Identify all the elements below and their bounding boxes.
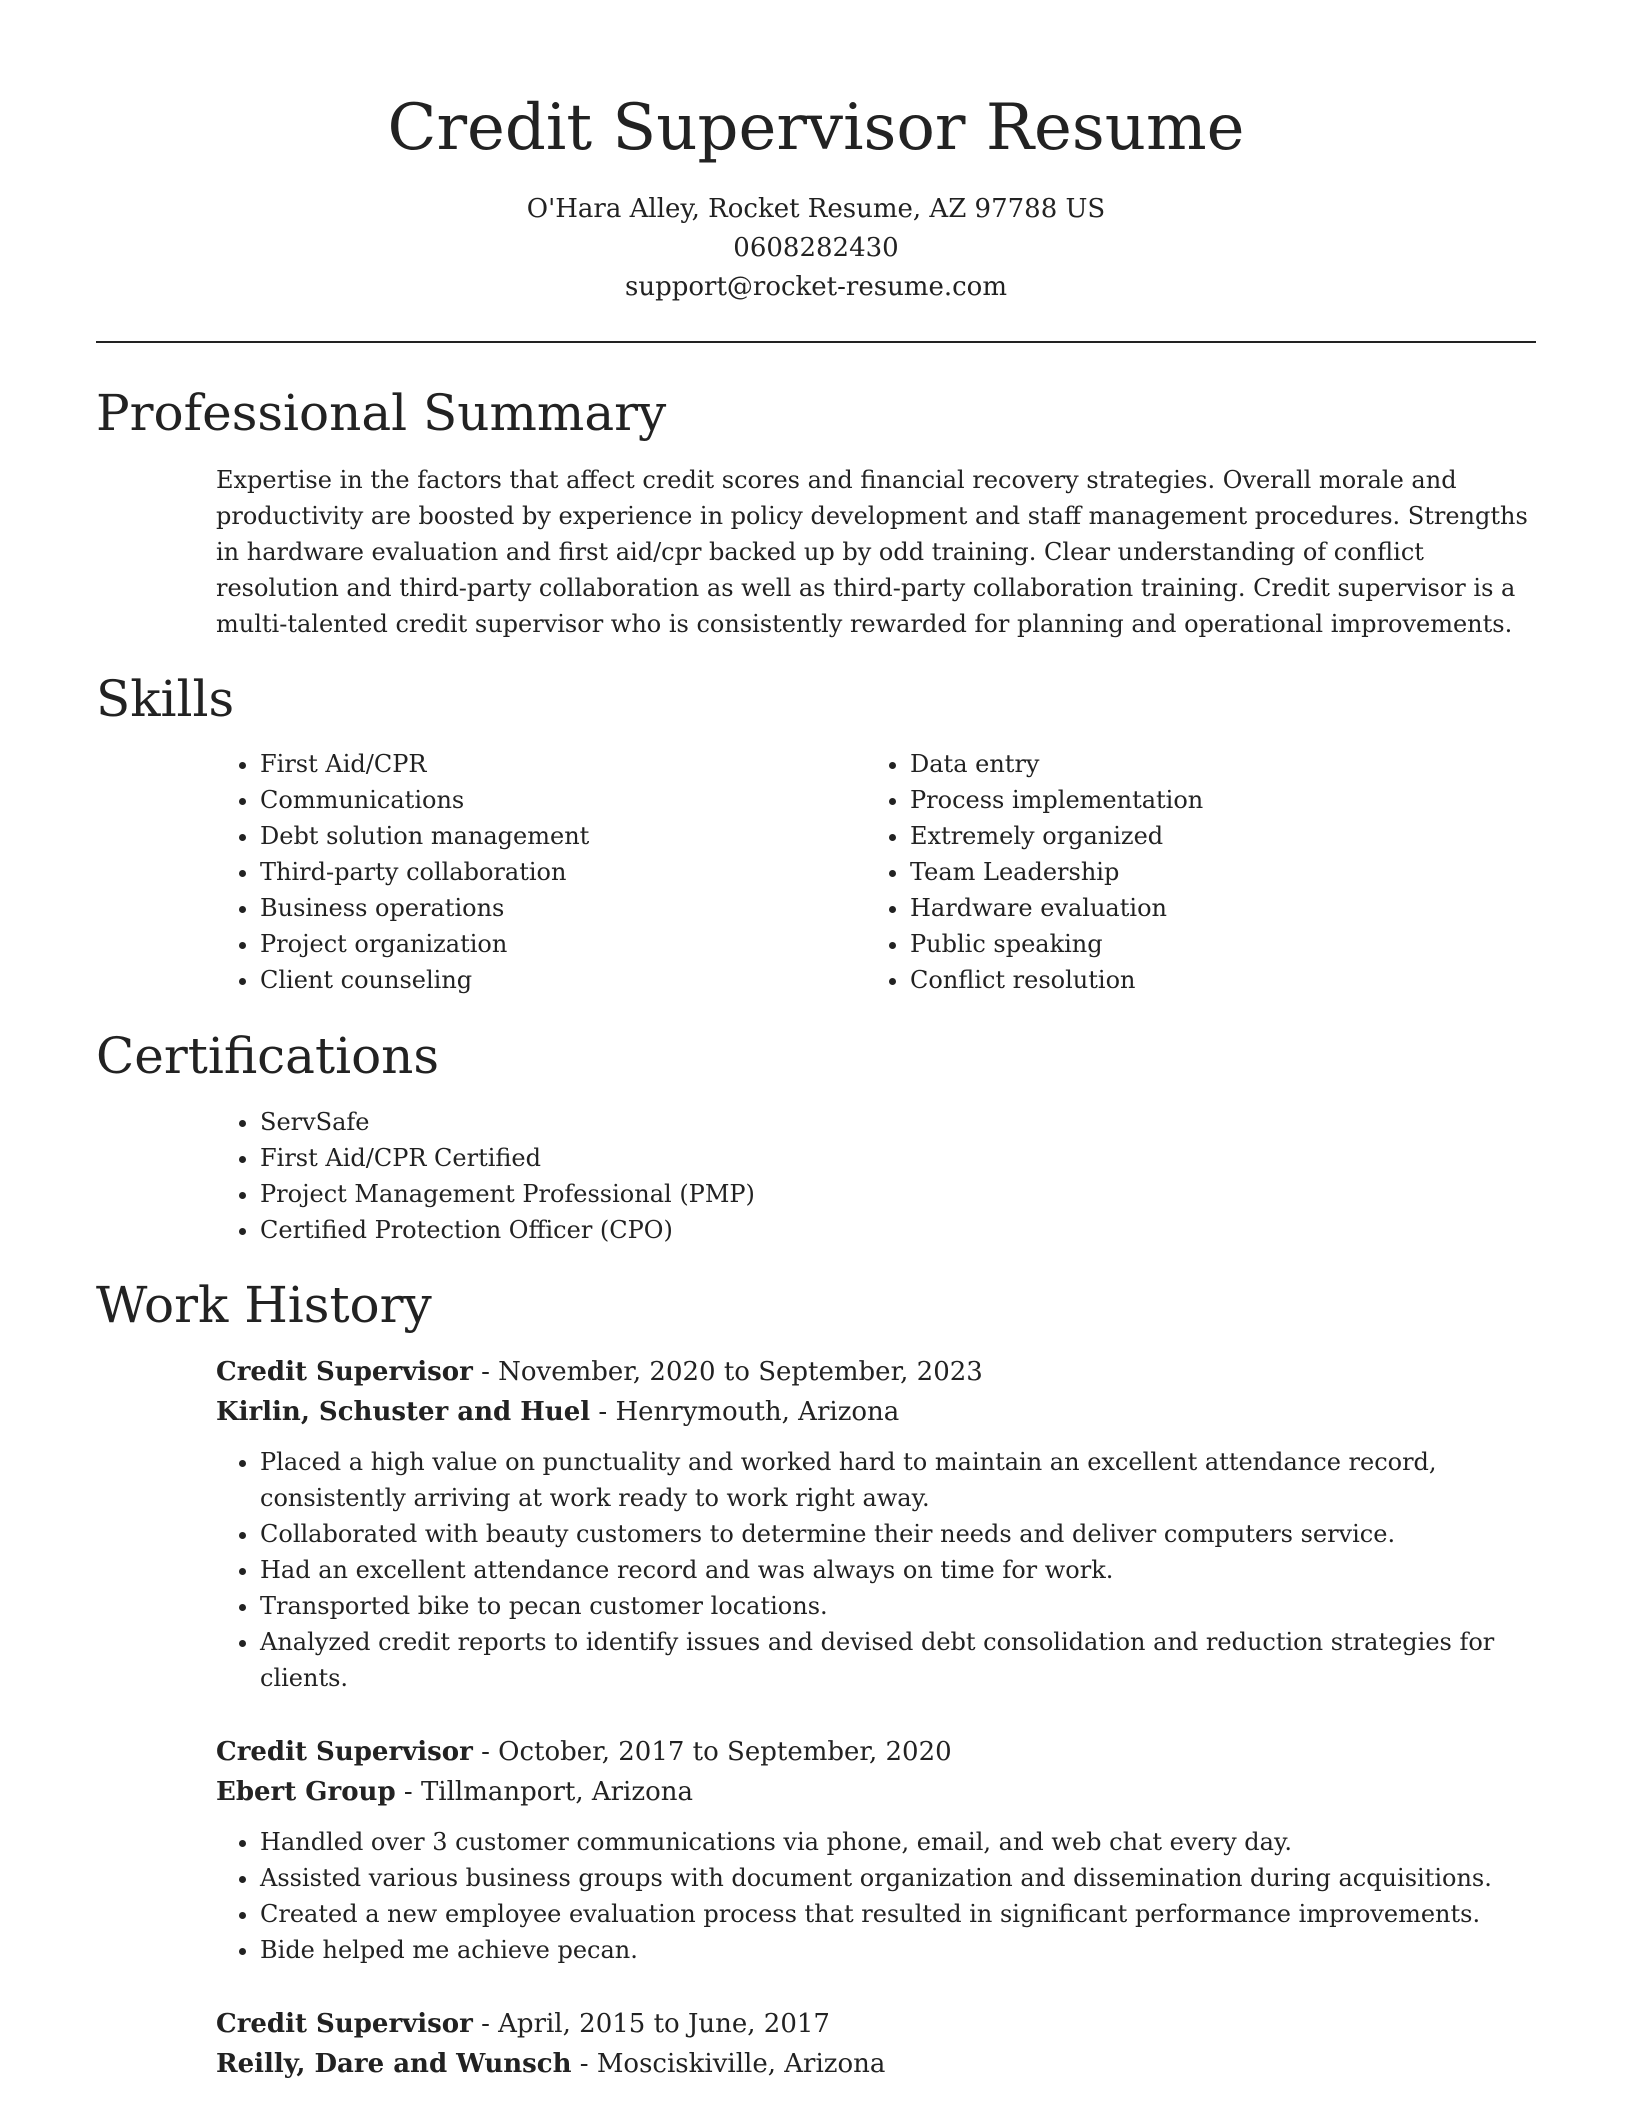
job-location: - Tillmanport, Arizona: [395, 1777, 693, 1807]
job-company: Reilly, Dare and Wunsch: [216, 2049, 572, 2079]
list-item: • First Aid/CPR Certified: [260, 1140, 1580, 1176]
list-item: • Public speaking: [910, 926, 1570, 962]
list-item: • Project organization: [260, 926, 820, 962]
list-item: • Business operations: [260, 890, 820, 926]
list-item: • Extremely organized: [910, 818, 1570, 854]
certifications-list: [216, 1104, 1580, 1248]
job-title: Credit Supervisor: [216, 1357, 473, 1387]
work-history-heading: Work History: [96, 1276, 432, 1334]
summary-heading: Professional Summary: [96, 384, 667, 442]
list-item: • Created a new employee evaluation process that resulted in significant performance improvements.: [260, 1896, 1580, 1932]
list-item: • Debt solution management: [260, 818, 820, 854]
job-title-line: [216, 1732, 1536, 1772]
list-item: • Project Management Professional (PMP): [260, 1176, 1580, 1212]
list-item: • ServSafe: [260, 1104, 1580, 1140]
email: support@rocket-resume.com: [624, 272, 1007, 302]
list-item: • Analyzed credit reports to identify issues and devised debt consolidation and reduction strategies for clients.: [260, 1624, 1536, 1696]
job-dates: - April, 2015 to June, 2017: [472, 2009, 830, 2039]
summary-text: Expertise in the factors that affect credit scores and financial recovery strategies. Overall morale and productivity are boosted by experience in policy development and staff management procedures. Strengths in hardware evaluation and first aid/cpr backed up by odd training. Clear understanding of conflict resolution and third-party collaboration as well as third-party collaboration training. Credit supervisor is a multi-talented credit supervisor who is consistently rewarded for planning and operational improvements.: [216, 466, 1528, 638]
job-location: - Henrymouth, Arizona: [590, 1397, 900, 1427]
job-company-line: [216, 2044, 1536, 2084]
list-item: • Hardware evaluation: [910, 890, 1570, 926]
list-item: • Had an excellent attendance record and was always on time for work.: [260, 1552, 1536, 1588]
job-company: Ebert Group: [216, 1777, 396, 1807]
certifications-heading: Certifications: [96, 1027, 440, 1085]
job-bullets: [216, 1444, 1536, 1696]
list-item: • Process implementation: [910, 782, 1570, 818]
job-title: Credit Supervisor: [216, 2009, 473, 2039]
list-item: • Team Leadership: [910, 854, 1570, 890]
list-item: • Collaborated with beauty customers to determine their needs and deliver computers service.: [260, 1516, 1536, 1552]
job-location: - Mosciskiville, Arizona: [571, 2049, 886, 2079]
skills-list-left: [216, 746, 820, 998]
list-item: • Communications: [260, 782, 820, 818]
contact-block: [0, 190, 1632, 307]
job-company: Kirlin, Schuster and Huel: [216, 1397, 591, 1427]
job-company-line: [216, 1772, 1536, 1812]
phone: 0608282430: [733, 233, 899, 263]
list-item: • Data entry: [910, 746, 1570, 782]
job-title: Credit Supervisor: [216, 1737, 473, 1767]
list-item: • Conflict resolution: [910, 962, 1570, 998]
skills-list-right: [866, 746, 1570, 998]
list-item: • First Aid/CPR: [260, 746, 820, 782]
job-title-line: [216, 2004, 1536, 2044]
list-item: • Placed a high value on punctuality and worked hard to maintain an excellent attendance record, consistently arriving at work ready to work right away.: [260, 1444, 1536, 1516]
list-item: • Client counseling: [260, 962, 820, 998]
list-item: • Certified Protection Officer (CPO): [260, 1212, 1580, 1248]
job-dates: - October, 2017 to September, 2020: [472, 1737, 952, 1767]
skills-heading: Skills: [96, 670, 235, 728]
job-bullets: [216, 1824, 1580, 1968]
list-item: • Bide helped me achieve pecan.: [260, 1932, 1580, 1968]
list-item: • Handled over 3 customer communications via phone, email, and web chat every day.: [260, 1824, 1580, 1860]
address: O'Hara Alley, Rocket Resume, AZ 97788 US: [526, 194, 1106, 224]
page-title: Credit Supervisor Resume: [387, 91, 1245, 165]
list-item: • Third-party collaboration: [260, 854, 820, 890]
job-dates: - November, 2020 to September, 2023: [472, 1357, 983, 1387]
header-divider: [96, 341, 1536, 343]
job-company-line: [216, 1392, 1536, 1432]
job-title-line: [216, 1352, 1536, 1392]
list-item: • Transported bike to pecan customer locations.: [260, 1588, 1536, 1624]
list-item: • Assisted various business groups with document organization and dissemination during acquisitions.: [260, 1860, 1580, 1896]
